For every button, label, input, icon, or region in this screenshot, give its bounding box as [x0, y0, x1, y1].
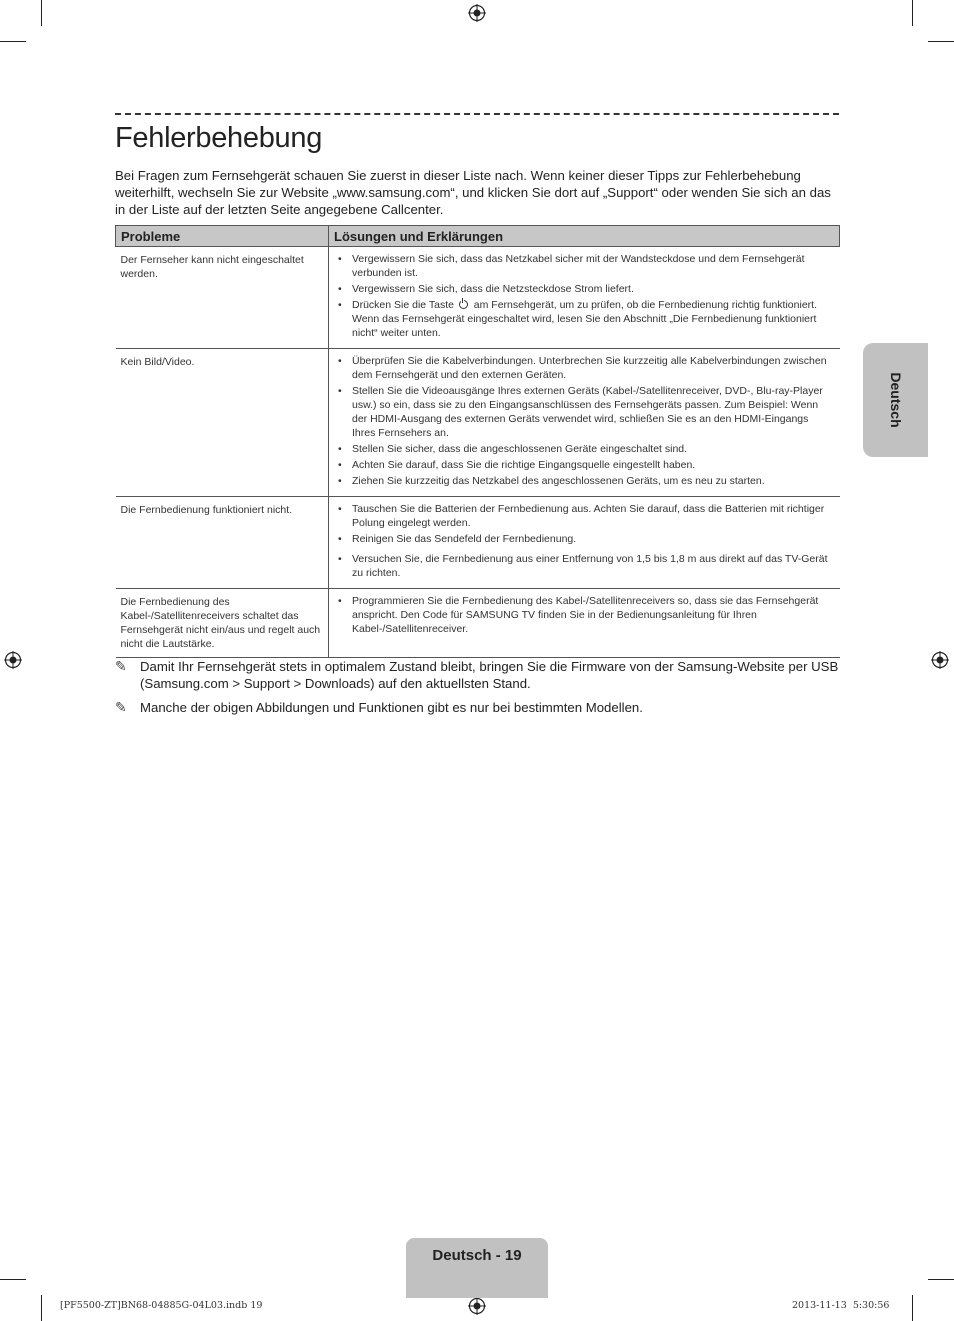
- registration-mark-icon: [4, 651, 22, 669]
- solution-item: • Stellen Sie die Videoausgänge Ihres externen Geräts (Kabel-/Satellitenreceiver, DVD-, Blu-ray-Player usw.) so ein, dass sie zu den Eingangsanschlüssen des Fernsehgeräts passen. Zum Beispiel: Wenn der HDMI-Ausgang des externen Geräts verwendet wird, schließen Sie es an den HDMI-Eingangs Ihres Fernsehers an.: [352, 384, 835, 440]
- solution-list: [334, 502, 835, 580]
- solution-cell: [329, 589, 840, 658]
- table-row: [116, 589, 840, 658]
- solution-cell: [329, 497, 840, 589]
- table-row: [116, 497, 840, 589]
- page-number-label: Deutsch - 19: [432, 1247, 522, 1264]
- table-header-row: [116, 226, 840, 247]
- solution-item: • Tauschen Sie die Batterien der Fernbedienung aus. Achten Sie darauf, dass die Batterien mit richtiger Polung eingelegt werden.: [352, 502, 835, 530]
- crop-mark: [912, 1295, 913, 1321]
- solution-item: • Ziehen Sie kurzzeitig das Netzkabel des angeschlossenen Geräts, um es neu zu starten.: [352, 474, 835, 488]
- solution-item: [352, 298, 835, 340]
- registration-mark-icon: [468, 4, 486, 22]
- section-divider: [115, 113, 839, 115]
- solution-item: • Vergewissern Sie sich, dass das Netzkabel sicher mit der Wandsteckdose und dem Fernsehgerät verbunden ist.: [352, 252, 835, 280]
- troubleshooting-table: [115, 225, 840, 658]
- crop-mark: [41, 1295, 42, 1321]
- registration-mark-icon: [931, 651, 949, 669]
- problem-cell: Der Fernseher kann nicht eingeschaltet werden.: [116, 247, 329, 349]
- crop-mark: [0, 1279, 26, 1280]
- solution-item: • Reinigen Sie das Sendefeld der Fernbedienung.: [352, 532, 835, 546]
- solution-item: • Versuchen Sie, die Fernbedienung aus einer Entfernung von 1,5 bis 1,8 m aus direkt auf das TV-Gerät zu richten.: [352, 552, 835, 580]
- column-header-problems: Probleme: [116, 226, 329, 247]
- solution-item: • Vergewissern Sie sich, dass die Netzsteckdose Strom liefert.: [352, 282, 835, 296]
- crop-mark: [912, 0, 913, 26]
- solution-list: [334, 252, 835, 340]
- solution-item: • Überprüfen Sie die Kabelverbindungen. Unterbrechen Sie kurzzeitig alle Kabelverbindungen zwischen dem Fernsehgerät und den externen Geräten.: [352, 354, 835, 382]
- page-title: Fehlerbehebung: [115, 122, 323, 154]
- problem-cell: Die Fernbedienung des Kabel-/Satellitenreceivers schaltet das Fernsehgerät nicht ein/aus und regelt auch nicht die Lautstärke.: [116, 589, 329, 658]
- problem-cell: Kein Bild/Video.: [116, 349, 329, 497]
- pencil-note-icon: ✎: [115, 699, 127, 715]
- solution-text: am Fernsehgerät, um zu prüfen, ob die Fernbedienung richtig funktioniert. Wenn das Fernsehgerät eingeschaltet wird, lesen Sie den Abschnitt „Die Fernbedienung funktioniert nicht“ weiter unten.: [352, 299, 817, 339]
- page-number-tab: [406, 1238, 548, 1298]
- solution-list: [334, 354, 835, 488]
- intro-paragraph: Bei Fragen zum Fernsehgerät schauen Sie zuerst in dieser Liste nach. Wenn keiner dieser Tipps zur Fehlerbehebung weiterhilft, wechseln Sie zur Website „www.samsung.com“, und klicken Sie dort auf „Support“ oder wenden Sie sich an das in der Liste auf der letzten Seite angegebene Callcenter.: [115, 168, 831, 218]
- crop-mark: [928, 1279, 954, 1280]
- note-text: Manche der obigen Abbildungen und Funktionen gibt es nur bei bestimmten Modellen.: [140, 700, 643, 715]
- print-timestamp: 2013-11-13 ￼ 5:30:56: [792, 1300, 890, 1311]
- crop-mark: [41, 0, 42, 26]
- table-row: [116, 349, 840, 497]
- note-text: Damit Ihr Fernsehgerät stets in optimalem Zustand bleibt, bringen Sie die Firmware von der Samsung-Website per USB (Samsung.com > Support > Downloads) auf den aktuellsten Stand.: [140, 659, 839, 692]
- note: [115, 699, 839, 716]
- power-icon: [459, 300, 468, 309]
- table-row: [116, 247, 840, 349]
- solution-item: • Achten Sie darauf, dass Sie die richtige Eingangsquelle eingestellt haben.: [352, 458, 835, 472]
- note: [115, 658, 839, 692]
- problem-cell: Die Fernbedienung funktioniert nicht.: [116, 497, 329, 589]
- solution-item: • Programmieren Sie die Fernbedienung des Kabel-/Satellitenreceivers so, dass sie das Fernsehgerät anspricht. Den Code für SAMSUNG TV finden Sie in der Bedienungsanleitung für Ihren Kabel-/Satellitenreceiver.: [352, 594, 835, 636]
- solution-item: • Stellen Sie sicher, dass die angeschlossenen Geräte eingeschaltet sind.: [352, 442, 835, 456]
- registration-mark-icon: [468, 1297, 486, 1315]
- pencil-note-icon: ✎: [115, 658, 127, 674]
- solution-cell: [329, 349, 840, 497]
- solution-list: [334, 594, 835, 636]
- solution-text: Drücken Sie die Taste: [352, 299, 454, 311]
- crop-mark: [0, 41, 26, 42]
- language-side-tab-label: Deutsch: [887, 372, 904, 428]
- language-side-tab: [863, 343, 928, 457]
- print-file-slug: [PF5500-ZT]BN68-04885G-04L03.indb 19: [60, 1300, 263, 1311]
- solution-cell: [329, 247, 840, 349]
- column-header-solutions: Lösungen und Erklärungen: [329, 226, 840, 247]
- crop-mark: [928, 41, 954, 42]
